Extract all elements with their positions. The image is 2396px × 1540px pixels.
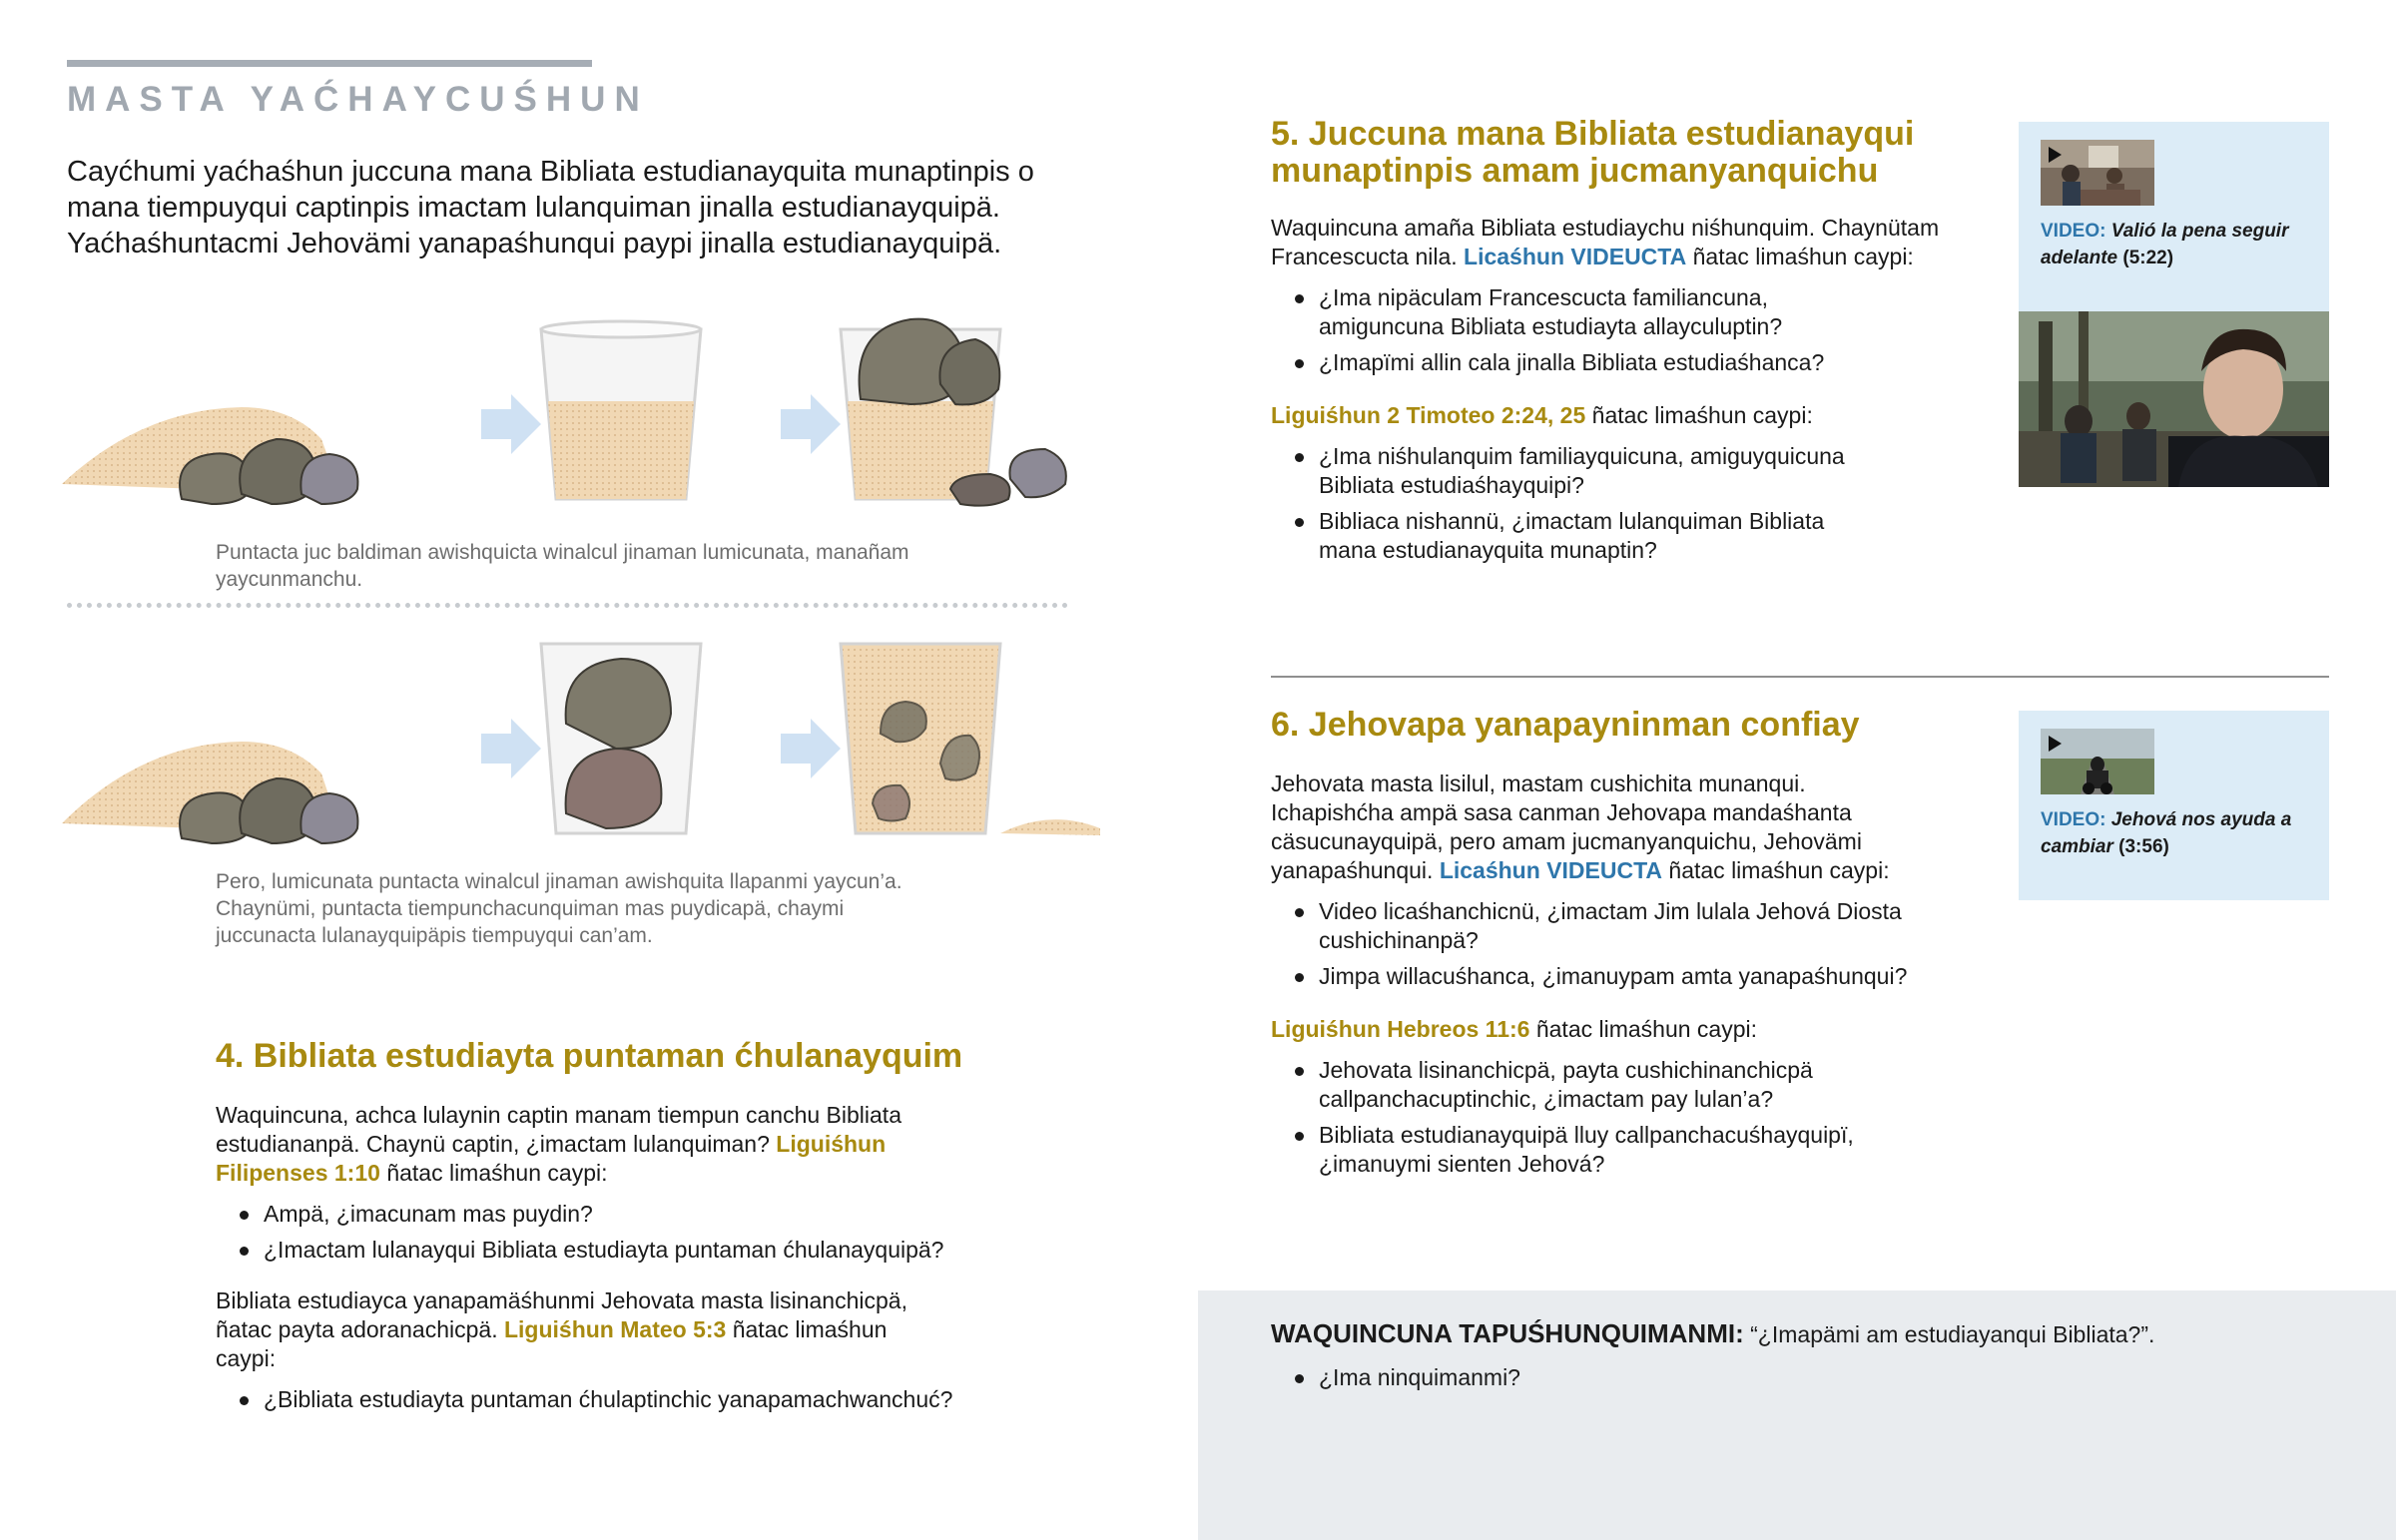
video-caption: VIDEO: Valió la pena seguir adelante (5:22) <box>2041 221 2289 268</box>
play-icon <box>2049 147 2062 163</box>
list-item: ¿Ima niśhulanquim familiayquicuna, amiguyquicuna Bibliata estudiaśhayquipi? <box>1271 442 1850 500</box>
list-item: ¿Ima nipäculam Francescucta familiancuna, amiguncuna Bibliata estudiayta allayculuptin? <box>1271 283 1830 341</box>
cup-full <box>841 644 1000 833</box>
list-item: Bibliaca nishannü, ¿imactam lulanquiman Bibliata mana estudianayquita munaptin? <box>1271 507 1850 565</box>
rock <box>950 474 1010 506</box>
arrow-icon <box>481 394 541 454</box>
question-text: “¿Imapämi am estudiayanqui Bibliata?”. <box>1750 1321 2155 1347</box>
arrow-icon <box>781 394 841 454</box>
play-icon <box>2049 736 2062 752</box>
arrow-icon <box>481 719 541 778</box>
section-6-title: 6. Jehovapa yanapayninman confiay <box>1271 706 1860 744</box>
question-label: WAQUINCUNA TAPUŚHUNQUIMANMI: <box>1271 1318 1744 1348</box>
section-4-title: 4. Bibliata estudiayta puntaman ćhulanayquim <box>216 1037 963 1075</box>
arrow-icon <box>781 719 841 778</box>
list-item: Jehovata lisinanchicpä, payta cushichinanchicpä callpanchacuptinchic, ¿imactam pay lulan’a? <box>1271 1056 1890 1114</box>
intro-paragraph: Cayćhumi yaćhaśhun juccuna mana Bibliata estudianayquita munaptinpis o mana tiempuyqui captinpis imactam lulanquiman jinalla estudianayquipä. Yaćhaśhuntacmi Jehoväm​i yanapaśhunqui paypi jinalla estudianayquipä. <box>67 156 1034 259</box>
section-6-paragraph-2: Liguiśhun Hebreos 11:6 ñatac limaśhun caypi: <box>1271 1016 1758 1042</box>
video-duration: (3:56) <box>2118 836 2169 857</box>
section-divider <box>1271 676 2329 678</box>
illustration-caption-1: Puntacta juc baldiman awishquicta winalcul jinaman lumicunata, manañam yaycunmanchu. <box>216 541 909 591</box>
section-5-title: 5. Juccuna mana Bibliata estudianayqui munaptinpis amam jucmanyanquichu <box>1271 115 1915 190</box>
video-duration: (5:22) <box>2122 248 2174 268</box>
list-item: ¿Imapïmi allin cala jinalla Bibliata estudiaśhanca? <box>1271 348 1830 377</box>
section-5-questions-2 <box>1271 442 1850 565</box>
section-5-paragraph-2: Liguiśhun 2 Timoteo 2:24, 25 ñatac limaśhun caypi: <box>1271 402 1813 428</box>
section-4 <box>216 1038 1014 1421</box>
cup-sand <box>548 401 694 499</box>
section-6 <box>1271 707 1990 1186</box>
rock <box>939 339 999 404</box>
rock <box>300 454 357 504</box>
section-4-paragraph-2: Bibliata estudiayca yanapamäśhunmi Jehovata masta lisinanchicpä, ñatac payta adoranachicpä. Liguiśhun Mateo 5:3 ñatac limaśhun caypi: <box>216 1287 907 1371</box>
video-title: Jehová nos ayuda a cambiar <box>2041 809 2292 857</box>
list-item: ¿Ima ninquimanmi? <box>1271 1363 2349 1392</box>
section-5-questions-1 <box>1271 283 1830 377</box>
section-4-paragraph-1: Waquincuna, achca lulaynin captin manam tiempun canchu Bibliata estudiananpä. Chaynü captin, ¿imactam lulanquiman? Liguiśhun Filipenses 1:10 ñatac limaśhun caypi: <box>216 1102 901 1186</box>
list-item: Ampä, ¿imacunam mas puydin? <box>216 1200 1014 1229</box>
scripture-link-filipenses[interactable]: Liguiśhun Filipenses 1:10 <box>216 1131 887 1186</box>
video-thumbnail[interactable] <box>2041 729 2154 794</box>
video-title: Valió la pena seguir adelante <box>2041 221 2289 268</box>
section-top-rule <box>67 60 592 67</box>
video-link[interactable]: Licaśhun VIDEUCTA <box>1439 857 1663 883</box>
scripture-link-hebreos[interactable]: Liguiśhun Hebreos 11:6 <box>1271 1016 1530 1042</box>
video-card-1[interactable] <box>2019 122 2329 311</box>
video-caption: VIDEO: Jehová nos ayuda a cambiar (3:56) <box>2041 809 2292 857</box>
scripture-link-mateo[interactable]: Liguiśhun Mateo 5:3 <box>503 1316 727 1342</box>
list-item: ¿Imactam lulanayqui Bibliata estudiayta puntaman ćhulanayquipä? <box>216 1236 1014 1265</box>
video-card-2[interactable] <box>2019 711 2329 900</box>
illustration-caption-2: Pero, lumicunata puntacta winalcul jinaman awishquita llapanmi yaycun’a. Chaynümi, puntacta tiempunchacunquiman mas puydicapä, chaymi juccunacta lulanayquipäpis tiempuyqui can’am. <box>216 870 902 947</box>
scripture-link-timoteo[interactable]: Liguiśhun 2 Timoteo 2:24, 25 <box>1271 402 1586 428</box>
section-label: MASTA YAĆHAYCUŚHUN <box>67 80 649 119</box>
rock <box>300 793 357 843</box>
list-item: Bibliata estudianayquipä lluy callpanchacuśhayquipï, ¿imanuymi sienten Jehová? <box>1271 1121 1890 1179</box>
section-4-questions-2 <box>216 1385 1014 1414</box>
video-link[interactable]: Licaśhun VIDEUCTA <box>1464 244 1687 269</box>
video-still-image <box>2019 311 2329 487</box>
illustration-rocks-first <box>62 289 1120 529</box>
question-block <box>1271 1318 2349 1399</box>
illustration-sand-after <box>62 624 1120 863</box>
section-5-paragraph-1: Waquincuna amaña Bibliata estudiaychu niśhunquim. Chaynütam Francescucta nila. Licaśhun VIDEUCTA ñatac limaśhun caypi: <box>1271 215 1940 269</box>
section-6-paragraph-1: Jehovata masta lisilul, mastam cushichita munanqui. Ichapishćha ampä sasa canman Jehovapa mandaśhanta cäsucunayquipä, pero amam jucmanyanquichu, Jehoväm​i yanapaśhunqui. Licaśhun VIDEUCTA ñatac limaśhun caypi: <box>1271 770 1890 883</box>
section-6-questions-2 <box>1271 1056 1890 1179</box>
list-item: Video licaśhanchicnü, ¿imactam Jim lulala Jehová Diosta cushichinanpä? <box>1271 897 1970 955</box>
section-4-questions-1 <box>216 1200 1014 1265</box>
rock <box>1009 449 1065 497</box>
list-item: Jimpa willacuśhanca, ¿imanuypam amta yanapaśhunqui? <box>1271 962 1970 991</box>
list-item: ¿Bibliata estudiayta puntaman ćhulaptinchic yanapamachwanchuć? <box>216 1385 1014 1414</box>
dotted-divider <box>67 603 1068 608</box>
section-6-questions-1 <box>1271 897 1970 991</box>
section-5 <box>1271 116 1990 572</box>
question-bullets <box>1271 1363 2349 1392</box>
video-thumbnail[interactable] <box>2041 140 2154 206</box>
